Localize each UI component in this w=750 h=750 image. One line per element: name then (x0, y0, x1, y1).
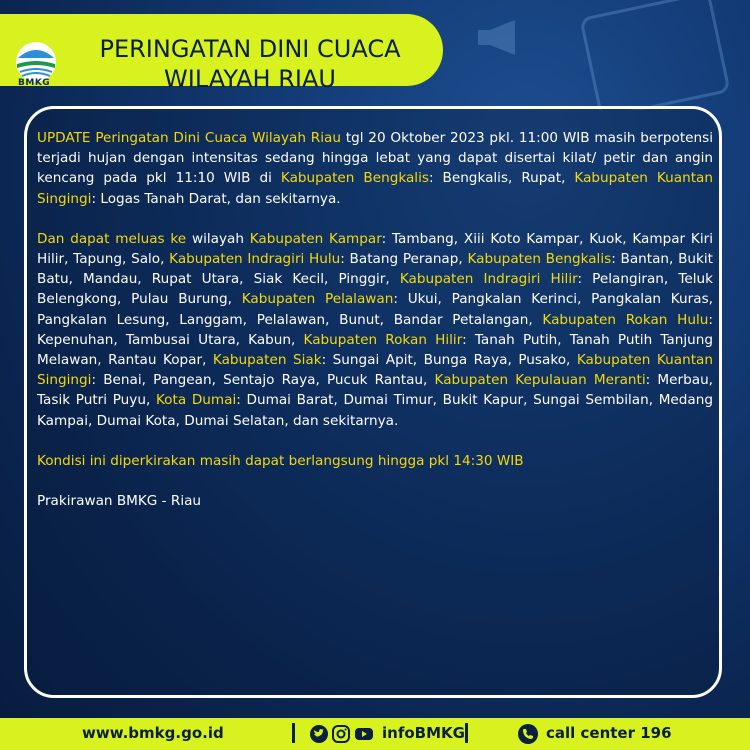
body-text: : Logas Tanah Darat, dan sekitarnya. (91, 190, 341, 207)
body-text: : Benai, Pangean, Sentajo Raya, Pucuk Rantau, (91, 372, 435, 389)
highlighted-text: Kabupaten Siak (212, 352, 322, 369)
highlighted-text: Kabupaten Rokan Hulu (542, 311, 709, 328)
logo-label: BMKG (18, 78, 51, 88)
instagram-icon[interactable] (332, 725, 350, 743)
highlighted-text: Kabupaten Kuantan Singingi (37, 170, 713, 207)
phone-icon (518, 724, 538, 744)
body-text: tgl 20 Oktober 2023 pkl. 11:00 WIB masih berpotensi terjadi hujan dengan intensitas sedang hingga lebat yang dapat disertai kilat/ petir dan angin kencang pada pkl 11:10 WIB di (37, 130, 713, 187)
header-banner (0, 14, 443, 93)
paragraph-duration: Kondisi ini diperkirakan masih dapat berlangsung hingga pkl 14:30 WIB (37, 452, 524, 469)
highlighted-text: Kabupaten Pelalawan (241, 291, 394, 308)
footer-divider (465, 723, 468, 743)
warning-content (37, 128, 713, 531)
highlighted-text: Kabupaten Kampar (249, 230, 382, 247)
highlighted-text: Kabupaten Bengkalis (467, 251, 612, 268)
twitter-icon[interactable] (310, 725, 328, 743)
body-text: : Sungai Apit, Bunga Raya, Pusako, (321, 352, 577, 369)
title-line-1: PERINGATAN DINI CUACA (99, 35, 401, 63)
highlighted-text: Kabupaten Bengkalis (280, 170, 429, 187)
body-text: : Merbau, Tasik Putri Puyu, (37, 372, 714, 409)
body-text: : Kepenuhan, Tambusai Utara, Kabun, (37, 311, 713, 348)
highlighted-text: Kabupaten Indragiri Hulu (169, 251, 341, 268)
highlighted-text: Kota Dumai (155, 392, 237, 409)
body-text: : Batang Peranap, (340, 251, 468, 268)
body-text: : Tanah Putih, Tanah Putih Tanjung Melawan, Rantau Kopar, (37, 331, 714, 369)
phone-illustration (470, 0, 730, 110)
paragraph-expansion (37, 229, 713, 431)
body-text: : Bantan, Bukit Batu, Mandau, Rupat Utara, Siak Kecil, Pinggir, (37, 251, 713, 288)
highlighted-text: UPDATE Peringatan Dini Cuaca Wilayah Riau (37, 130, 341, 146)
call-center-label[interactable]: call center 196 (546, 724, 672, 742)
youtube-icon[interactable] (355, 725, 373, 743)
body-text: wilayah (186, 230, 250, 247)
body-text: : Bengkalis, Rupat, (428, 170, 575, 187)
paragraph-signature: Prakirawan BMKG - Riau (37, 493, 202, 510)
body-text: : Dumai Barat, Dumai Timur, Bukit Kapur, Sungai Sembilan, Medang Kampai, Dumai Kota, Dumai Selatan, dan sekitarnya. (37, 392, 713, 429)
paragraph-update (37, 128, 713, 209)
highlighted-text: Kabupaten Kepulauan Meranti (434, 372, 646, 389)
title-line-2: WILAYAH RIAU (164, 65, 336, 93)
highlighted-text: Dan dapat meluas ke (37, 230, 187, 247)
website-link[interactable]: www.bmkg.go.id (82, 724, 224, 742)
highlighted-text: Kabupaten Kuantan Singingi (37, 352, 713, 389)
highlighted-text: Kabupaten Indragiri Hilir (399, 271, 578, 288)
social-handle[interactable]: infoBMKG (382, 724, 465, 742)
body-text: : Ukui, Pangkalan Kerinci, Pangkalan Kuras, Pangkalan Lesung, Langgam, Pelalawan, Bunut, Bandar Petalangan, (37, 291, 713, 328)
footer-bar (0, 718, 750, 750)
body-text: : Tambang, Xiii Koto Kampar, Kuok, Kampar Kiri Hilir, Tapung, Salo, (37, 230, 713, 268)
body-text: : Pelangiran, Teluk Belengkong, Pulau Burung, (37, 271, 713, 308)
page-title (70, 34, 430, 94)
highlighted-text: Kabupaten Rokan Hilir (303, 331, 463, 348)
footer-divider (292, 723, 295, 743)
